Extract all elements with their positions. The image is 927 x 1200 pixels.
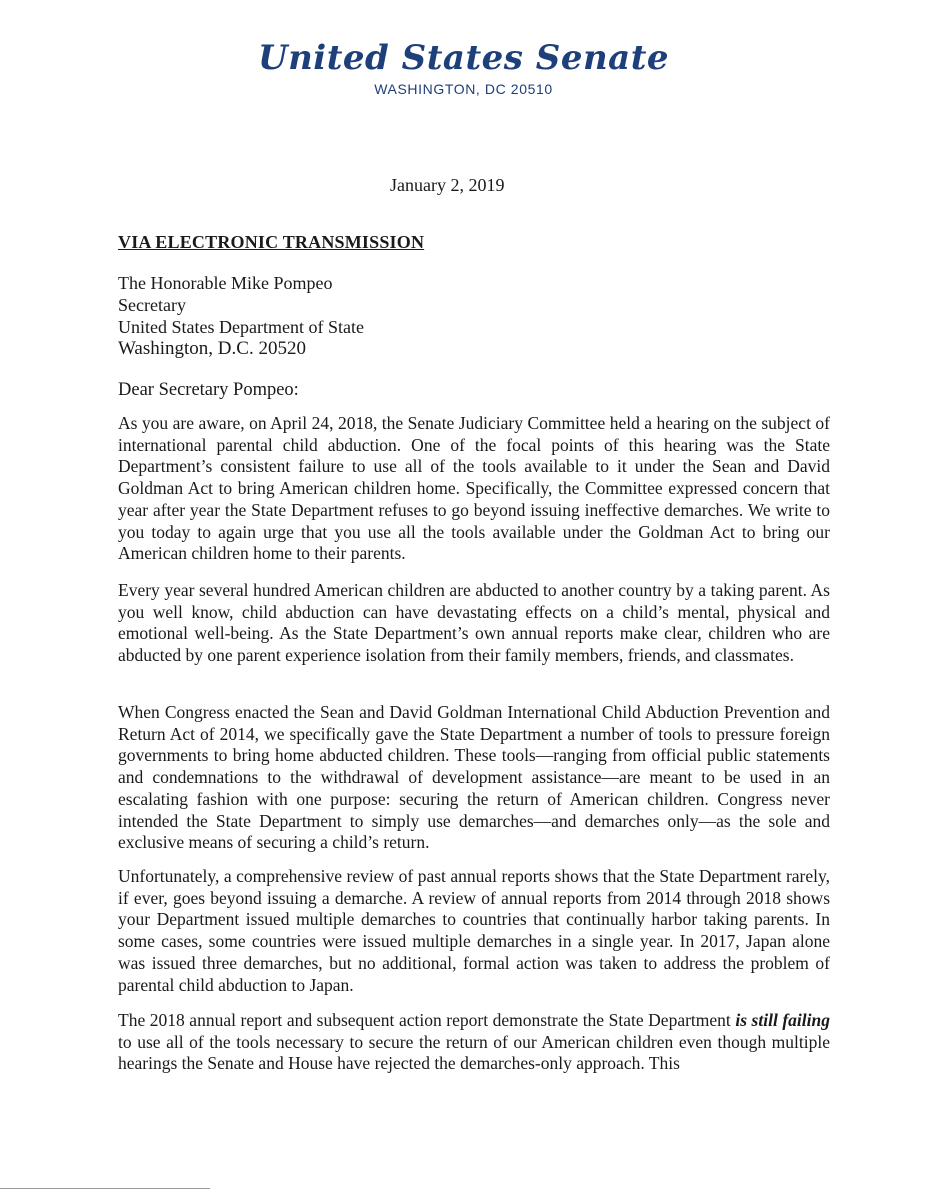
paragraph-2: Every year several hundred American children are abducted to another country by a taking parent. As you well know, child abduction can have devastating effects on a child’s mental, physical and emotional well-being. As the State Department’s own annual reports make clear, children who are abducted by one parent experience isolation from their family members, friends, and classmates. — [118, 580, 830, 666]
paragraph-3: When Congress enacted the Sean and David Goldman International Child Abduction Prevention and Return Act of 2014, we specifically gave the State Department a number of tools to pressure foreign governments to bring home abducted children. These tools—ranging from official public statements and condemnations to the withdrawal of development assistance—are meant to be used in an escalating fashion with one purpose: securing the return of American children. Congress never intended the State Department to simply use demarches—and demarches only—as the sole and exclusive means of securing a child’s return. — [118, 702, 830, 853]
recipient-city: Washington, D.C. 20520 — [118, 338, 306, 359]
paragraph-5 — [118, 1010, 830, 1075]
letterhead-title: United States Senate — [257, 38, 670, 78]
paragraph-5-start: The 2018 annual report and subsequent action report demonstrate the State Department — [118, 1010, 736, 1030]
paragraph-1: As you are aware, on April 24, 2018, the Senate Judiciary Committee held a hearing on the subject of international parental child abduction. One of the focal points of this hearing was the State Department’s consistent failure to use all of the tools available to it under the Sean and David Goldman Act to bring American children home. Specifically, the Committee expressed concern that year after year the State Department refuses to go beyond issuing ineffective demarches. We write to you today to again urge that you use all the tools available under the Goldman Act to bring our American children home to their parents. — [118, 413, 830, 564]
page-edge-rule — [0, 1188, 210, 1189]
paragraph-5-end: to use all of the tools necessary to secure the return of our American children even though multiple hearings the Senate and House have rejected the demarches-only approach. This — [118, 1031, 830, 1074]
letter-date: January 2, 2019 — [390, 175, 505, 195]
letterhead-address: WASHINGTON, DC 20510 — [374, 81, 553, 97]
salutation: Dear Secretary Pompeo: — [118, 380, 299, 400]
paragraph-4: Unfortunately, a comprehensive review of past annual reports shows that the State Department rarely, if ever, goes beyond issuing a demarche. A review of annual reports from 2014 through 2018 shows your Department issued multiple demarches to countries that continually harbor taking parents. In some cases, some countries were issued multiple demarches in a single year. In 2017, Japan alone was issued three demarches, but no additional, formal action was taken to address the problem of parental child abduction to Japan. — [118, 866, 830, 995]
recipient-title: Secretary — [118, 295, 186, 315]
delivery-method: VIA ELECTRONIC TRANSMISSION — [118, 232, 425, 252]
recipient-department: United States Department of State — [118, 317, 364, 337]
recipient-address — [118, 272, 364, 360]
paragraph-5-emphasis: is still failing — [735, 1010, 831, 1030]
recipient-name: The Honorable Mike Pompeo — [118, 273, 333, 293]
